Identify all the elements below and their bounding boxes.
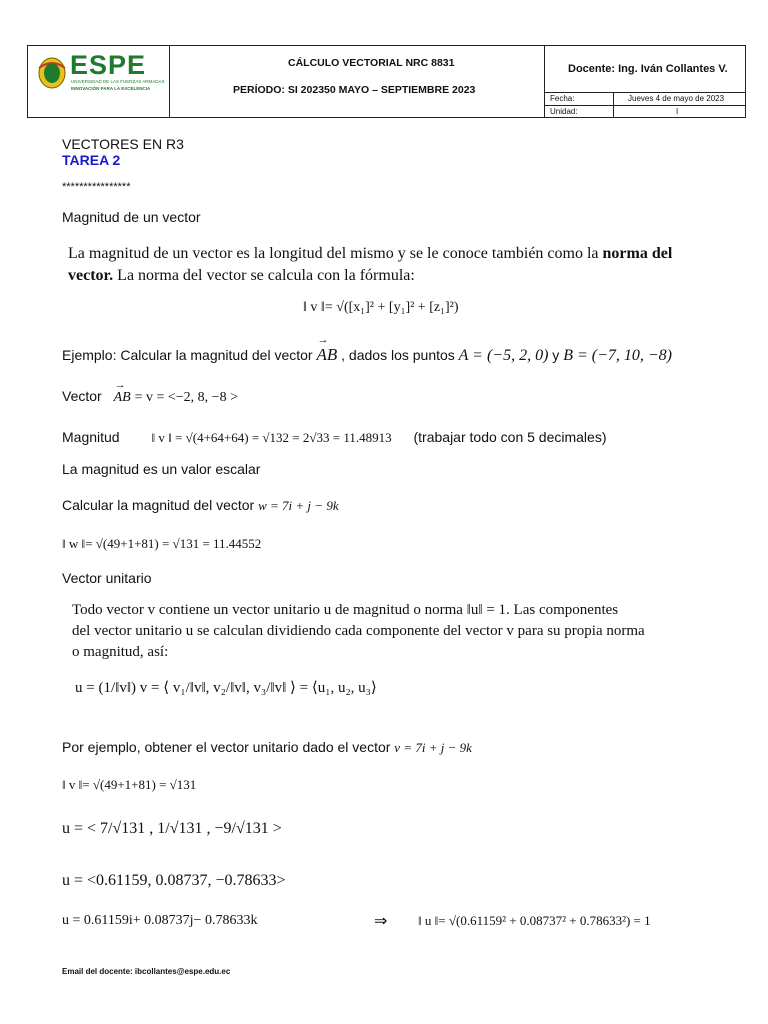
u-norm: ‖ u ‖= √(0.61159² + 0.08737² + 0.78633²) = 1 [418,913,651,928]
fecha-value: Jueves 4 de mayo de 2023 [628,94,725,103]
footer-email: Email del docente: ibcollantes@espe.edu.ec [62,967,231,976]
u-decimal: u = <0.61159, 0.08737, −0.78633> [62,872,286,889]
implies-arrow: ⇒ [374,913,388,930]
logo-subtitle-1: UNIVERSIDAD DE LAS FUERZAS ARMADAS [71,79,165,84]
u-ijk: u = 0.61159i+ 0.08737j− 0.78633k [62,913,258,928]
page-title: VECTORES EN R3 [62,136,184,152]
logo-subtitle-2: INNOVACIÓN PARA LA EXCELENCIA [71,86,151,91]
teacher: Docente: Ing. Iván Collantes V. [568,63,728,75]
example-line: Ejemplo: Calcular la magnitud del vector → AB , dados los puntos A = (−5, 2, 0) y B = (−7, 10, −8) [62,345,672,365]
logo-text: ESPE [70,50,147,80]
magnitude-line: Magnitud ‖ v ‖ = √(4+64+64) = √132 = 2√33 = 11.48913 (trabajar todo con 5 decimales) [62,429,607,445]
section-heading-magnitud: Magnitud de un vector [62,209,201,225]
definition-text: La magnitud de un vector es la longitud del mismo y se le conoce también como la norma del vector. La norma del vector se calcula con la fórmula: [68,245,673,284]
w-result: ‖ w ‖= √(49+1+81) = √131 = 11.44552 [62,536,262,551]
fecha-label: Fecha: [550,94,575,103]
calc-line: Calcular la magnitud del vector w = 7i + j − 9k [62,497,339,513]
section-heading-unitario: Vector unitario [62,570,152,586]
shield-icon [36,56,68,90]
unit-formula: u = (1/‖v‖) v = ⟨ v₁/‖v‖, v₂/‖v‖, v₃/‖v‖ ⟩ = ⟨u₁, u₂, u₃⟩ [75,680,377,696]
header-table [27,45,746,118]
unidad-label: Unidad: [550,107,578,116]
v-norm: ‖ v ‖= √(49+1+81) = √131 [62,777,197,792]
scalar-note: La magnitud es un valor escalar [62,461,261,477]
norm-formula: ‖ v ‖= √([x₁]² + [y₁]² + [z₁]²) [303,300,459,315]
task-title: TAREA 2 [62,152,121,168]
period: PERÍODO: SI 202350 MAYO – SEPTIEMBRE 2023 [233,84,476,96]
vector-line: Vector → AB = v = <−2, 8, −8 > [62,388,238,406]
u-fraction: u = < 7/√131 , 1/√131 , −9/√131 > [62,820,282,837]
stars-separator: **************** [62,181,131,193]
course-title: CÁLCULO VECTORIAL NRC 8831 [288,57,455,69]
espe-logo [36,50,165,94]
unit-example-line: Por ejemplo, obtener el vector unitario dado el vector v = 7i + j − 9k [62,739,472,755]
unidad-value: I [676,107,679,116]
unit-definition: Todo vector v contiene un vector unitario u de magnitud o norma ‖u‖ = 1. Las componentes del vector unitario u se calculan dividiendo cada componente del vector v para su propia norma o magnitud, así: [72,602,645,660]
